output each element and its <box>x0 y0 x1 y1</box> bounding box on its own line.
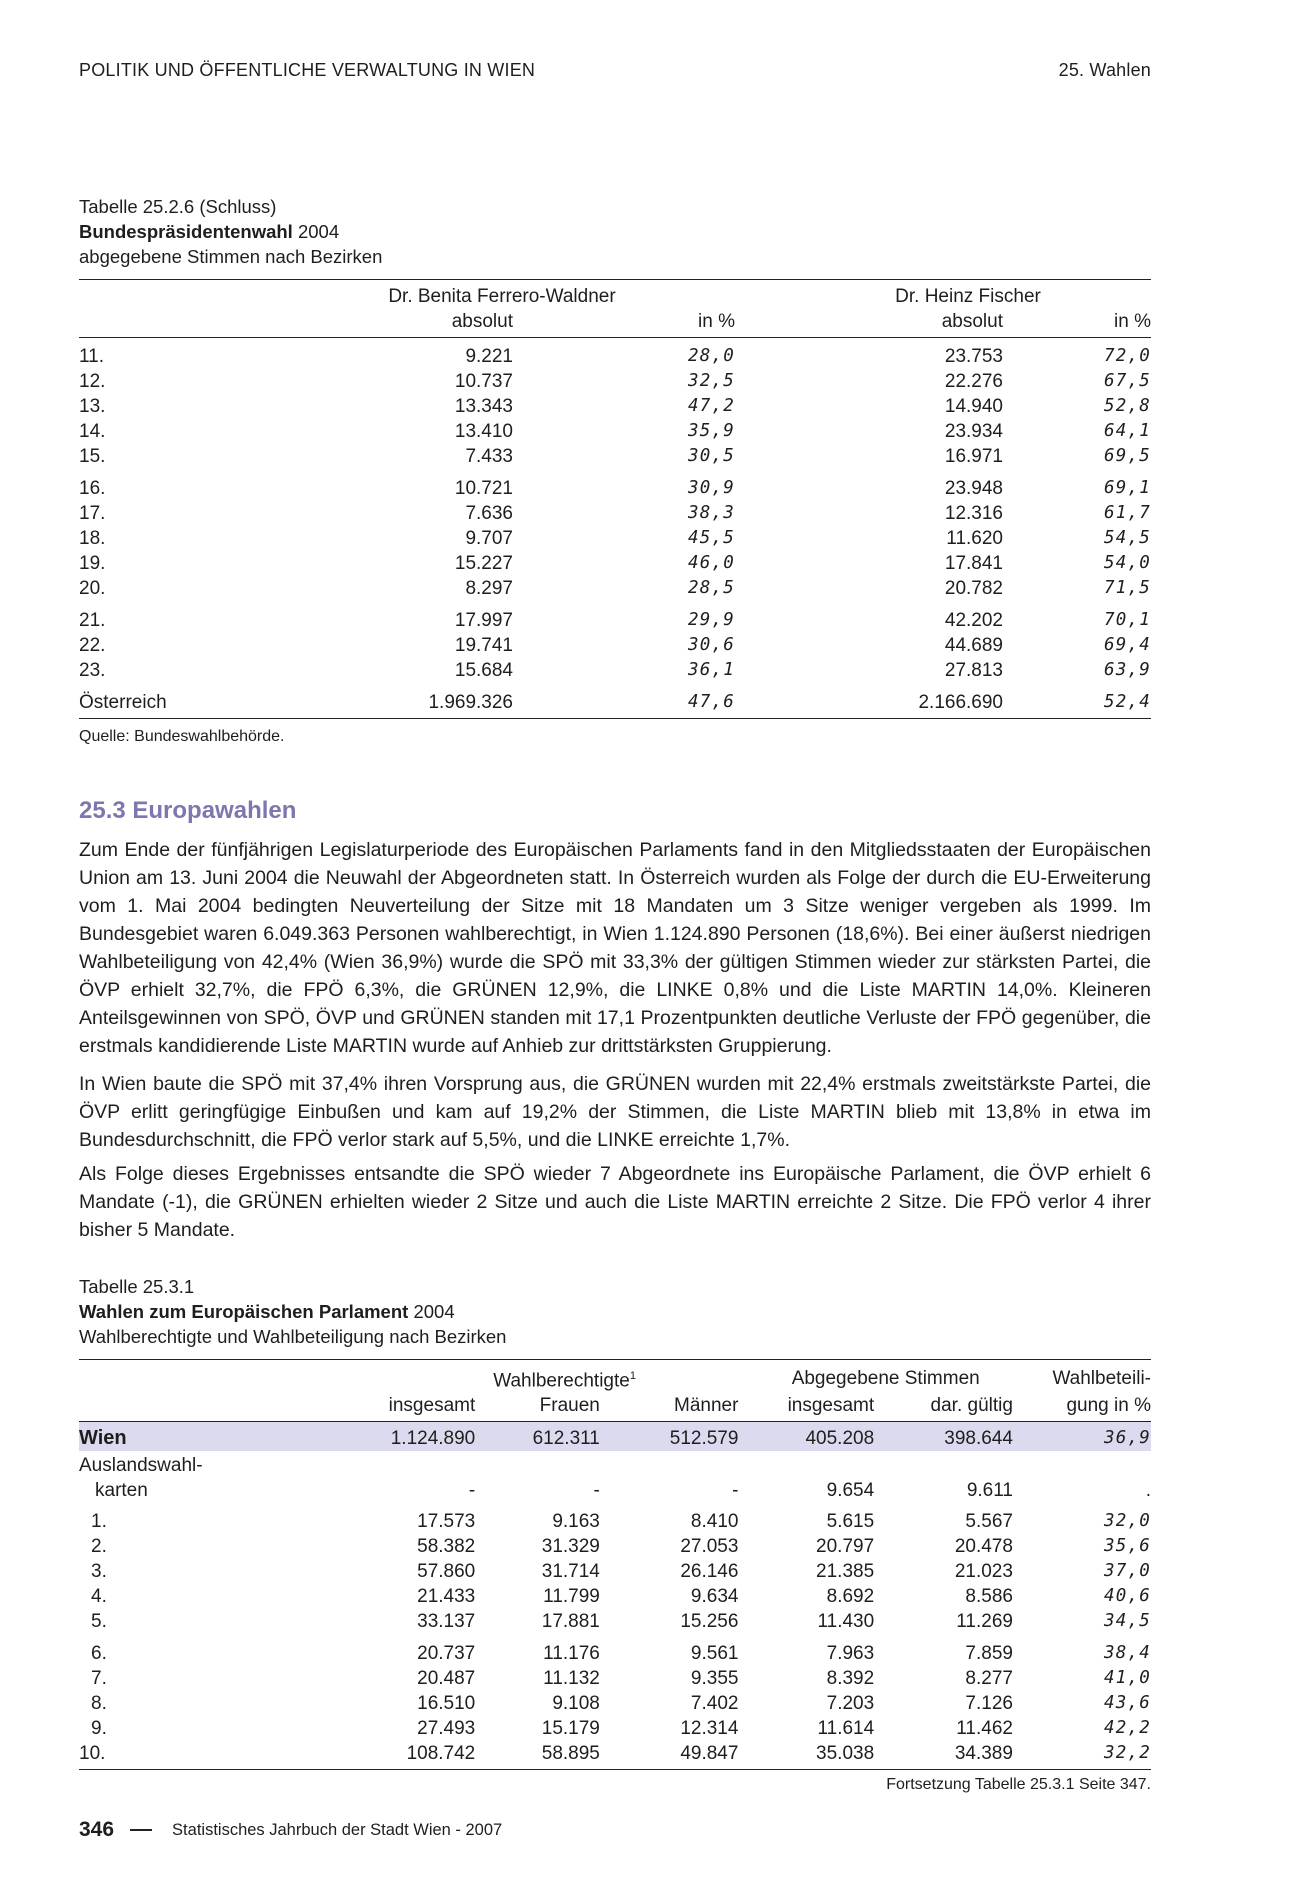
cell: 108.742 <box>225 1741 476 1770</box>
table-row <box>79 576 1151 601</box>
cell: 12.316 <box>944 503 1003 524</box>
cell: 14.940 <box>944 396 1003 417</box>
cell: 9.221 <box>465 346 513 367</box>
row-label: 1. <box>91 1511 107 1533</box>
cell: 69,5 <box>1104 446 1151 466</box>
row-label: 14. <box>79 421 106 442</box>
row-label: 12. <box>79 371 106 392</box>
cell: 11.132 <box>543 1668 600 1690</box>
cell: 9.163 <box>552 1511 600 1533</box>
cell: 40,6 <box>1104 1586 1151 1607</box>
col-pct: in % <box>513 309 735 338</box>
candidate2-header: Dr. Heinz Fischer <box>735 280 1151 310</box>
cell: 13.343 <box>454 396 513 417</box>
col-absolut: absolut <box>735 309 1003 338</box>
table-row <box>79 369 1151 394</box>
table-row <box>79 1534 1151 1559</box>
table1-label: Tabelle 25.2.6 (Schluss) <box>79 196 277 217</box>
table-row <box>79 1691 1151 1716</box>
cell: 32,0 <box>1104 1511 1151 1532</box>
cell: 58.895 <box>475 1741 600 1770</box>
table2-label: Tabelle 25.3.1 <box>79 1276 195 1297</box>
cell: 30,6 <box>688 635 735 655</box>
cell: 29,9 <box>688 610 735 630</box>
table1-subtitle: abgegebene Stimmen nach Bezirken <box>79 246 383 267</box>
row-label: 4. <box>91 1586 107 1608</box>
group-wahlbeteiligung: Wahlbeteili- <box>1013 1360 1151 1394</box>
cell: 9.707 <box>465 528 513 549</box>
cell: 23.753 <box>944 346 1003 367</box>
table-row-wien: Wien 1.124.890 612.311 512.579 405.208 398.644 36,9 <box>79 1422 1151 1452</box>
row-label: 22. <box>79 635 106 656</box>
col-absolut: absolut <box>229 309 513 338</box>
cell: 8.297 <box>465 578 513 599</box>
cell: 8.410 <box>690 1511 739 1533</box>
cell: 43,6 <box>1104 1693 1151 1714</box>
table2-caption <box>79 1274 506 1349</box>
cell: 15.227 <box>454 553 513 574</box>
cell: 17.997 <box>454 610 513 631</box>
cell: 9.355 <box>690 1668 739 1690</box>
table-row-ausland-line1: Auslandswahl- <box>79 1455 203 1477</box>
cell: 11.614 <box>817 1718 875 1740</box>
cell: 38,3 <box>688 503 735 523</box>
cell: 20.487 <box>417 1668 476 1690</box>
cell: 11.799 <box>543 1586 600 1608</box>
cell: 23.934 <box>944 421 1003 442</box>
row-label: 13. <box>79 396 106 417</box>
footer-title: Statistisches Jahrbuch der Stadt Wien - 2007 <box>172 1820 503 1839</box>
group-abgegebene: Abgegebene Stimmen <box>738 1360 1013 1394</box>
cell: 17.881 <box>541 1611 600 1633</box>
table-row <box>79 1634 1151 1666</box>
cell: 21.385 <box>816 1561 875 1583</box>
cell: 5.615 <box>826 1511 875 1533</box>
cell: 11.176 <box>543 1643 600 1665</box>
row-label: 21. <box>79 610 106 631</box>
cell: 20.478 <box>954 1536 1013 1558</box>
row-label: 7. <box>91 1668 107 1690</box>
cell: 30,5 <box>688 446 735 466</box>
col-abg-insgesamt: insgesamt <box>738 1393 874 1422</box>
cell: 69,4 <box>1104 635 1151 655</box>
cell: 35,6 <box>1104 1536 1151 1557</box>
running-header-right: 25. Wahlen <box>1058 60 1151 80</box>
row-label: 11. <box>79 346 105 367</box>
cell: 34,5 <box>1104 1611 1151 1632</box>
cell: 42.202 <box>944 610 1003 631</box>
cell: 8.586 <box>965 1586 1013 1608</box>
cell: 17.573 <box>417 1511 476 1533</box>
cell: 15.684 <box>454 660 513 681</box>
cell: 33.137 <box>417 1611 476 1633</box>
cell: 27.813 <box>944 660 1003 681</box>
cell: 12.314 <box>680 1718 739 1740</box>
cell: 8.692 <box>826 1586 875 1608</box>
row-label: 2. <box>91 1536 107 1558</box>
row-label: 8. <box>91 1693 107 1715</box>
table-row <box>79 444 1151 469</box>
col-frauen: Frauen <box>475 1393 600 1422</box>
table-row <box>79 1584 1151 1609</box>
row-label: 18. <box>79 528 106 549</box>
table-row <box>79 601 1151 633</box>
cell: 16.971 <box>944 446 1003 467</box>
cell: 10.737 <box>454 371 513 392</box>
row-label: 5. <box>91 1611 107 1633</box>
group-wahlberechtigte: Wahlberechtigte$^1$ <box>475 1360 738 1394</box>
cell: 36,1 <box>688 660 735 680</box>
table-row <box>79 469 1151 501</box>
cell: 64,1 <box>1104 421 1151 441</box>
cell: 9.634 <box>690 1586 739 1608</box>
cell: 31.329 <box>541 1536 600 1558</box>
table-row <box>79 1666 1151 1691</box>
cell: 52,4 <box>1003 683 1151 719</box>
cell: 7.963 <box>826 1643 875 1665</box>
cell: 35,9 <box>688 421 735 441</box>
table1-source: Quelle: Bundeswahlbehörde. <box>79 728 285 745</box>
row-label: 9. <box>91 1718 107 1740</box>
footer-dash <box>130 1829 152 1831</box>
cell: 10.721 <box>454 478 513 499</box>
table-row <box>79 1559 1151 1584</box>
cell: 27.493 <box>417 1718 476 1740</box>
cell: 72,0 <box>1104 346 1151 366</box>
cell: 47,2 <box>688 396 735 416</box>
cell: 7.636 <box>465 503 513 524</box>
cell: 17.841 <box>944 553 1003 574</box>
cell: 9.561 <box>690 1643 739 1665</box>
col-gueltig: dar. gültig <box>874 1393 1013 1422</box>
cell: 41,0 <box>1104 1668 1151 1689</box>
table-row-ausland: karten - - - 9.654 9.611 . <box>95 1480 1151 1502</box>
table-row <box>79 1503 1151 1534</box>
row-label: 3. <box>91 1561 107 1583</box>
cell: 69,1 <box>1104 478 1151 498</box>
cell: 30,9 <box>688 478 735 498</box>
row-label: Österreich <box>79 683 229 719</box>
cell: 11.620 <box>946 528 1003 549</box>
cell: 37,0 <box>1104 1561 1151 1582</box>
cell: 8.392 <box>826 1668 875 1690</box>
cell: 54,5 <box>1104 528 1151 548</box>
cell: 23.948 <box>944 478 1003 499</box>
table1-caption <box>79 194 382 269</box>
cell: 2.166.690 <box>735 683 1003 719</box>
cell: 16.510 <box>417 1693 476 1715</box>
cell: 49.847 <box>600 1741 739 1770</box>
cell: 42,2 <box>1104 1718 1151 1739</box>
table2-subtitle: Wahlberechtigte und Wahlbeteiligung nach Bezirken <box>79 1326 507 1347</box>
cell: 20.782 <box>944 578 1003 599</box>
cell: 35.038 <box>738 1741 874 1770</box>
table-row <box>79 1741 1151 1770</box>
section-title: 25.3 Europawahlen <box>79 797 297 824</box>
cell: 58.382 <box>417 1536 476 1558</box>
cell: 7.859 <box>965 1643 1013 1665</box>
cell: 28,0 <box>688 346 735 366</box>
candidate1-header: Dr. Benita Ferrero-Waldner <box>229 280 735 310</box>
table-row <box>79 419 1151 444</box>
cell: 57.860 <box>417 1561 476 1583</box>
cell: 61,7 <box>1104 503 1151 523</box>
cell: 32,2 <box>1013 1741 1151 1770</box>
cell: 21.023 <box>954 1561 1013 1583</box>
cell: 63,9 <box>1104 660 1151 680</box>
table1 <box>79 279 1151 719</box>
cell: 28,5 <box>688 578 735 598</box>
cell: 11.462 <box>956 1718 1013 1740</box>
cell: 15.179 <box>541 1718 600 1740</box>
col-pct: in % <box>1003 309 1151 338</box>
cell: 38,4 <box>1104 1643 1151 1664</box>
row-label: 16. <box>79 478 106 499</box>
paragraph-2: In Wien baute die SPÖ mit 37,4% ihren Vorsprung aus, die GRÜNEN wurden mit 22,4% erstmals zweitstärkste Partei, die ÖVP erlitt geringfügige Einbußen und kam auf 19,2% der Stimmen, die Liste MARTIN blieb mit 13,8% in etwa im Bundesdurchschnitt, die FPÖ verlor stark auf 5,5%, und die LINKE erreichte 1,7%. <box>79 1073 1151 1151</box>
paragraph-3: Als Folge dieses Ergebnisses entsandte die SPÖ wieder 7 Abgeordnete ins Europäische Parlament, die ÖVP erhielt 6 Mandate (-1), die GRÜNEN erhielten wieder 2 Sitze und auch die Liste MARTIN erreichte 2 Sitze. Die FPÖ verlor 4 ihrer bisher 5 Mandate. <box>79 1163 1151 1241</box>
row-label: 23. <box>79 660 106 681</box>
cell: 71,5 <box>1104 578 1151 598</box>
cell: 32,5 <box>688 371 735 391</box>
continuation-note: Fortsetzung Tabelle 25.3.1 Seite 347. <box>886 1776 1151 1793</box>
cell: 46,0 <box>688 553 735 573</box>
running-header-left: POLITIK UND ÖFFENTLICHE VERWALTUNG IN WIEN <box>79 60 536 80</box>
table-row <box>79 1609 1151 1634</box>
cell: 47,6 <box>513 683 735 719</box>
cell: 45,5 <box>688 528 735 548</box>
cell: 31.714 <box>541 1561 600 1583</box>
page-number: 346 <box>79 1818 115 1841</box>
cell: 27.053 <box>680 1536 739 1558</box>
table2 <box>79 1359 1151 1770</box>
row-label: 19. <box>79 553 106 574</box>
row-label: 6. <box>91 1643 107 1665</box>
cell: 52,8 <box>1104 396 1151 416</box>
cell: 11.269 <box>956 1611 1013 1633</box>
cell: 67,5 <box>1104 371 1151 391</box>
cell: 22.276 <box>944 371 1003 392</box>
cell: 7.433 <box>465 446 513 467</box>
cell: 15.256 <box>680 1611 739 1633</box>
cell: 5.567 <box>965 1511 1013 1533</box>
table-row <box>79 633 1151 658</box>
cell: 11.430 <box>817 1611 875 1633</box>
table-row <box>79 658 1151 683</box>
table2-title: Wahlen zum Europäischen Parlament 2004 <box>79 1301 455 1322</box>
table-row <box>79 1716 1151 1741</box>
row-label: 10. <box>79 1741 225 1770</box>
cell: 8.277 <box>965 1668 1013 1690</box>
row-label: 15. <box>79 446 106 467</box>
cell: 70,1 <box>1104 610 1151 630</box>
cell: 26.146 <box>680 1561 739 1583</box>
cell: 7.126 <box>965 1693 1013 1715</box>
table-row <box>79 526 1151 551</box>
page-footer <box>79 1818 502 1842</box>
col-maenner: Männer <box>600 1393 739 1422</box>
paragraph-1: Zum Ende der fünfjährigen Legislaturperiode des Europäischen Parlaments fand in den Mitgliedsstaaten der Europäischen Union am 13. Juni 2004 die Neuwahl der Abgeordneten statt. In Österreich wurden als Folge der durch die EU-Erweiterung vom 1. Mai 2004 bedingten Neuverteilung der Sitze mit 18 Mandaten um 3 Sitze weniger vergeben als 1999. Im Bundesgebiet waren 6.049.363 Personen wahlberechtigt, in Wien 1.124.890 Personen (18,6%). Bei einer äußerst niedrigen Wahlbeteiligung von 42,4% (Wien 36,9%) wurde die SPÖ mit 33,3% der gültigen Stimmen wieder zur stärksten Partei, die ÖVP erhielt 32,7%, die FPÖ 6,3%, die GRÜNEN 12,9%, die LINKE 0,8% und die Liste MARTIN 14,0%. Kleineren Anteilsgewinnen von SPÖ, ÖVP und GRÜNEN standen mit 17,1 Prozentpunkten deutliche Verluste der FPÖ gegenüber, die erstmals kandidierende Liste MARTIN wurde auf Anhieb zur drittstärksten Gruppierung. <box>79 839 1151 1057</box>
cell: 54,0 <box>1104 553 1151 573</box>
cell: 1.969.326 <box>229 683 513 719</box>
cell: 44.689 <box>944 635 1003 656</box>
row-label: 17. <box>79 503 106 524</box>
cell: 34.389 <box>874 1741 1013 1770</box>
cell: 21.433 <box>417 1586 476 1608</box>
row-label: 20. <box>79 578 106 599</box>
cell: 7.402 <box>690 1693 739 1715</box>
cell: 20.797 <box>816 1536 875 1558</box>
table-row <box>79 394 1151 419</box>
table-row <box>79 501 1151 526</box>
table-row <box>79 551 1151 576</box>
cell: 9.108 <box>552 1693 600 1715</box>
table1-title: Bundespräsidentenwahl 2004 <box>79 221 340 242</box>
table-row <box>79 338 1151 370</box>
cell: 20.737 <box>417 1643 476 1665</box>
cell: 13.410 <box>454 421 513 442</box>
cell: 7.203 <box>826 1693 875 1715</box>
cell: 19.741 <box>454 635 513 656</box>
table-row <box>79 683 1151 719</box>
col-insgesamt: insgesamt <box>225 1393 476 1422</box>
col-beteiligung: gung in % <box>1013 1393 1151 1422</box>
